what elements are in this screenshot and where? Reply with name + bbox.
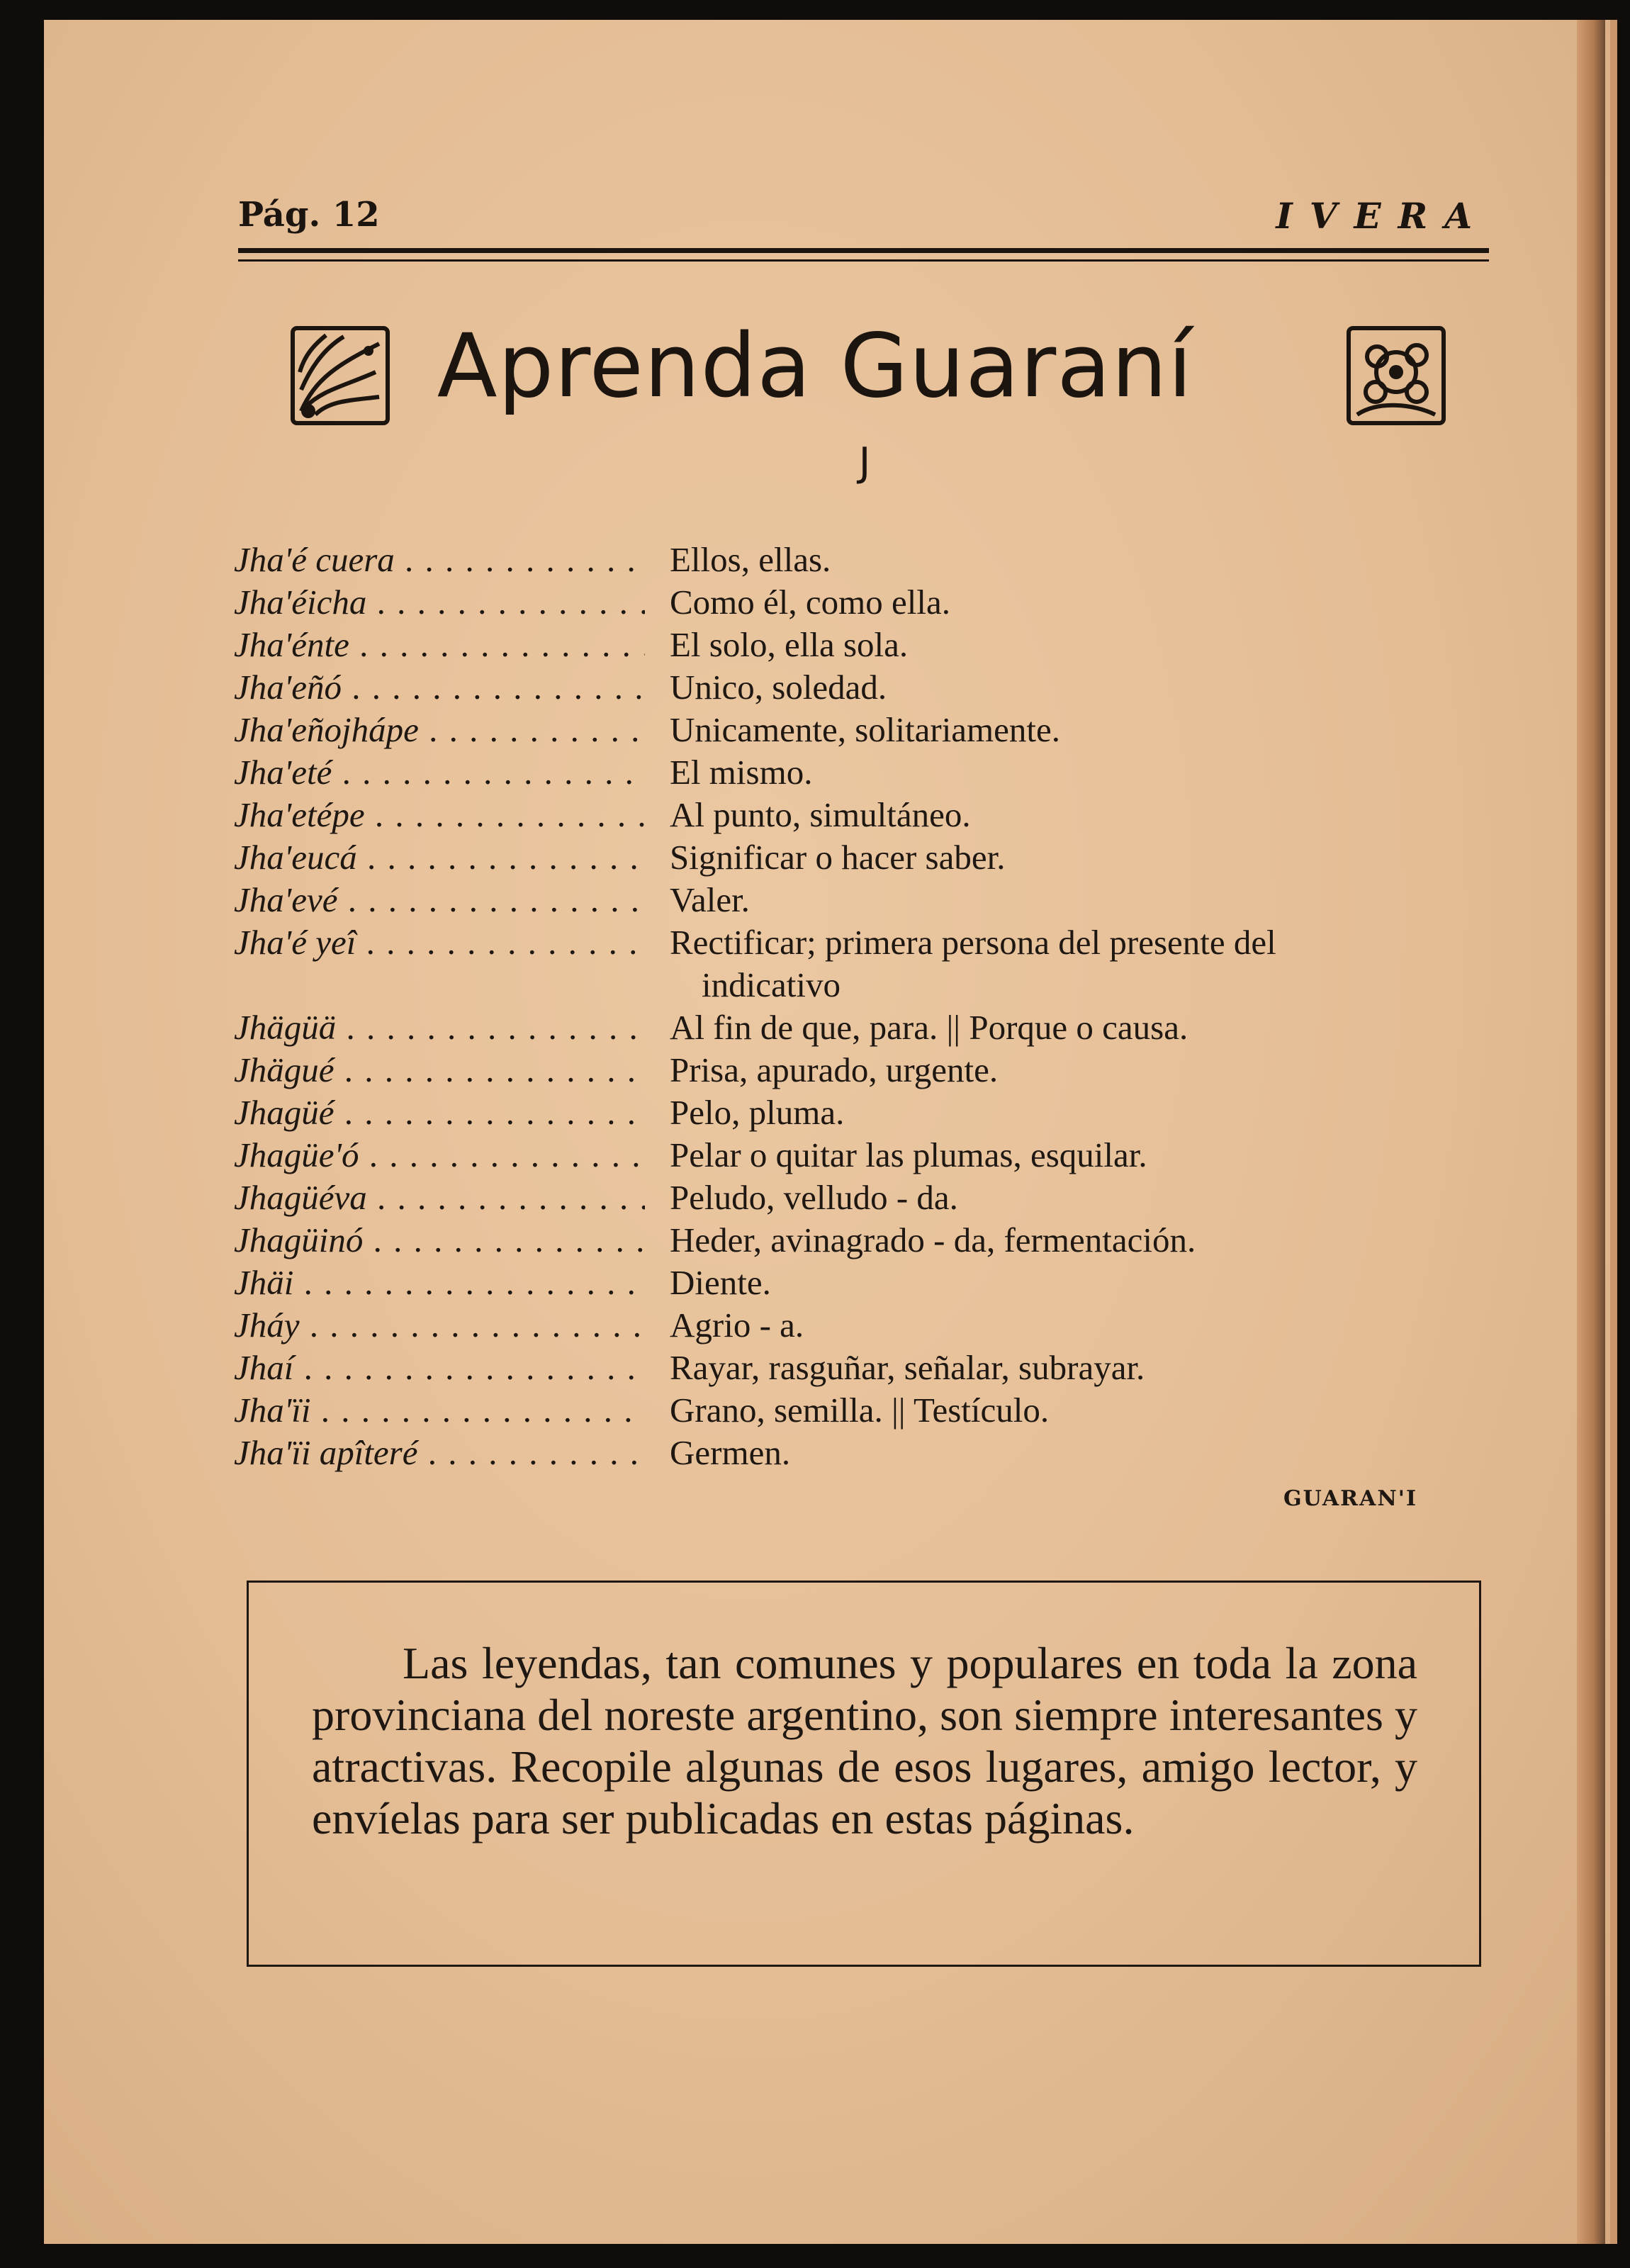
glossary-entry	[234, 1177, 1510, 1219]
guarani-term: Jha'eté . . .	[234, 751, 645, 794]
spanish-meaning: Pelo, pluma.	[670, 1093, 845, 1132]
author-signature: GUARAN'I	[1283, 1486, 1417, 1511]
glossary-entry	[234, 624, 1510, 666]
glossary-entry	[234, 709, 1510, 751]
guarani-term: Jha'énte . . .	[234, 624, 645, 666]
spanish-meaning: El mismo.	[670, 753, 813, 792]
page-header	[238, 195, 1489, 237]
guarani-term: Jha'eñó . . .	[234, 666, 645, 709]
guarani-term: Jhagüéva . . .	[234, 1177, 645, 1219]
glossary-entry	[234, 879, 1510, 921]
header-rule-thick	[238, 248, 1489, 253]
glossary-entry	[234, 794, 1510, 836]
guarani-term: Jha'é yeî . . .	[234, 921, 645, 964]
guarani-term: Jhäi . . .	[234, 1262, 645, 1304]
spanish-meaning: Grano, semilla. || Testículo.	[670, 1391, 1050, 1430]
spanish-meaning: Unico, soledad.	[670, 668, 887, 707]
spanish-meaning: Prisa, apurado, urgente.	[670, 1050, 999, 1089]
spanish-meaning: El solo, ella sola.	[670, 625, 909, 664]
spanish-meaning: Rectificar; primera persona del presente del	[670, 923, 1276, 962]
notice-text: Las leyendas, tan comunes y populares en toda la zona provinciana del noreste argentino, son siempre interesantes y atractivas. Recopile algunas de esos lugares, amigo lector, y envíelas para ser publicadas en estas páginas.	[312, 1638, 1417, 1843]
spanish-meaning: Ellos, ellas.	[670, 540, 831, 579]
guarani-term: Jhaí . . .	[234, 1347, 645, 1389]
glossary-entry	[234, 1049, 1510, 1091]
spanish-meaning: Heder, avinagrado - da, fermentación.	[670, 1220, 1196, 1259]
page-title: Aprenda Guaraní	[437, 315, 1193, 417]
glossary-entry	[234, 539, 1510, 581]
guarani-term: Jha'eñojhápe . . .	[234, 709, 645, 751]
spanish-meaning: Significar o hacer saber.	[670, 838, 1006, 877]
glossary-entry	[234, 921, 1510, 1006]
page-number: Pág. 12	[238, 195, 380, 235]
spanish-meaning: Como él, como ella.	[670, 583, 950, 622]
guarani-term: Jha'evé . . .	[234, 879, 645, 921]
guarani-term: Jha'é cuera . . .	[234, 539, 645, 581]
glossary-entry	[234, 1134, 1510, 1177]
glossary-entry	[234, 1432, 1510, 1474]
glossary-entry	[234, 751, 1510, 794]
header-rule-thin	[238, 259, 1489, 262]
guarani-term: Jháy . . .	[234, 1304, 645, 1347]
magazine-name: IVERA	[1276, 195, 1489, 237]
guarani-term: Jhägué . . .	[234, 1049, 645, 1091]
spanish-meaning: Pelar o quitar las plumas, esquilar.	[670, 1135, 1147, 1174]
glossary-entry	[234, 836, 1510, 879]
spanish-meaning: Rayar, rasguñar, señalar, subrayar.	[670, 1348, 1145, 1387]
spanish-meaning: Al fin de que, para. || Porque o causa.	[670, 1008, 1188, 1047]
section-letter: J	[858, 439, 871, 485]
glossary-entry	[234, 581, 1510, 624]
guarani-term: Jhagüinó . . .	[234, 1219, 645, 1262]
guarani-term: Jha'etépe . . .	[234, 794, 645, 836]
spanish-meaning: Diente.	[670, 1263, 771, 1302]
spanish-meaning: Germen.	[670, 1433, 791, 1472]
glossary-entry	[234, 1347, 1510, 1389]
page-edge	[1577, 20, 1605, 2244]
glossary-entry	[234, 1262, 1510, 1304]
guarani-term: Jha'ïi apîteré . . .	[234, 1432, 645, 1474]
right-floral-ornament-icon	[1343, 322, 1449, 429]
spanish-meaning: Unicamente, solitariamente.	[670, 710, 1061, 749]
guarani-term: Jhägüä . . .	[234, 1006, 645, 1049]
glossary-entry	[234, 1006, 1510, 1049]
spanish-meaning: Agrio - a.	[670, 1306, 804, 1344]
spanish-meaning: Al punto, simultáneo.	[670, 795, 971, 834]
left-floral-ornament-icon	[287, 322, 393, 429]
guarani-term: Jha'eucá . . .	[234, 836, 645, 879]
glossary-entry	[234, 1304, 1510, 1347]
glossary-entry	[234, 666, 1510, 709]
guarani-term: Jhagüe'ó . . .	[234, 1134, 645, 1177]
glossary-entry	[234, 1091, 1510, 1134]
guarani-term: Jha'éicha . . .	[234, 581, 645, 624]
glossary-entry	[234, 1219, 1510, 1262]
guarani-term: Jha'ïi . . .	[234, 1389, 645, 1432]
spanish-meaning: Valer.	[670, 880, 750, 919]
glossary-entry	[234, 1389, 1510, 1432]
glossary-list	[234, 539, 1510, 1474]
spanish-meaning-continuation: indicativo	[702, 965, 841, 1004]
guarani-term: Jhagüé . . .	[234, 1091, 645, 1134]
spanish-meaning: Peludo, velludo - da.	[670, 1178, 958, 1217]
